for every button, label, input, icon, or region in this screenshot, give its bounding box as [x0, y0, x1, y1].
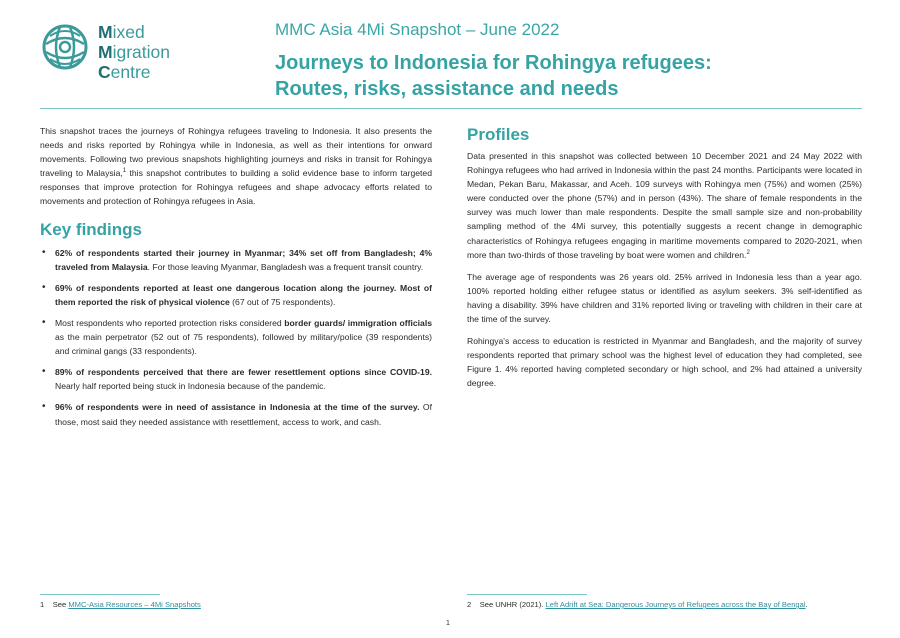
list-item: • Most respondents who reported protection risks considered border guards/ immigration officials as the main perpetrator (52 out of 75 respondents), followed by military/police (39 respondents) and criminal gangs (33 respondents).	[40, 316, 432, 358]
right-column	[467, 124, 862, 399]
left-column	[40, 124, 432, 436]
profiles-paragraph-1: Data presented in this snapshot was collected between 10 December 2021 and 24 May 2022 with Rohingya refugees who had arrived in Indonesia within the past 24 months. Participants were located in Medan, Pekan Baru, Makassar, and Aceh. 109 surveys with Rohingya men (75%) and women (25%) were conducted over the phone (57%) and in person (43%). The share of female respondents in the survey was much lower than male respondents. Despite the small sample size and non-probability sampling method of the 4Mi survey, this potentially suggests a recent change in demographic characteristics of Rohingya refugees engaging in maritime movements compared to 2020-2021, when more than two-thirds of those traveling by boat were women and children.$^2$	[467, 151, 862, 260]
intro-paragraph: This snapshot traces the journeys of Rohingya refugees traveling to Indonesia. It also presents the needs and risks reported by Rohingya while in Indonesia, as well as their intentions for onward movements. Following two previous snapshots highlighting journeys and risks in transit for Rohingya traveling to Malaysia,$^1$ this snapshot contributes to building a solid evidence base to inform targeted responses that improve protection for Rohingya refugees and shape advocacy efforts related to movements and protection of Rohingya refugees in Asia.	[40, 126, 432, 207]
header-divider	[40, 108, 862, 109]
mmc-globe-icon	[40, 22, 90, 72]
list-item: • 89% of respondents perceived that there are fewer resettlement options since COVID-19. Nearly half reported being stuck in Indonesia because of the pandemic.	[40, 365, 432, 393]
footnote-1: 1 See MMC-Asia Resources – 4Mi Snapshots	[40, 600, 201, 609]
footnote-2-link[interactable]: Left Adrift at Sea: Dangerous Journeys of Refugees across the Bay of Bengal	[545, 600, 806, 609]
profiles-heading: Profiles	[467, 125, 530, 144]
list-item: • 69% of respondents reported at least one dangerous location along the journey. Most of them reported the risk of physical violence (67 out of 75 respondents).	[40, 281, 432, 309]
list-item: • 96% of respondents were in need of assistance in Indonesia at the time of the survey. Of those, most said they needed assistance with resettlement, access to work, and cash.	[40, 400, 432, 428]
footnote-divider	[467, 594, 587, 595]
snapshot-title: MMC Asia 4Mi Snapshot – June 2022	[275, 20, 560, 39]
footnote-2: 2 See UNHR (2021). Left Adrift at Sea: Dangerous Journeys of Refugees across the Bay of Bengal.	[467, 600, 808, 609]
profiles-paragraph-3: Rohingya's access to education is restricted in Myanmar and Bangladesh, and the majority of survey respondents reported that primary school was the highest level of education they had completed, see Figure 1. 4% reported having completed secondary or high school, and 2% had attained a university degree.	[467, 336, 862, 389]
footnote-ref-1[interactable]: 1	[122, 168, 127, 175]
list-item: • 62% of respondents started their journey in Myanmar; 34% set off from Bangladesh; 4% traveled from Malaysia. For those leaving Myanmar, Bangladesh was a frequent transit country.	[40, 246, 432, 274]
page-number: 1	[446, 620, 450, 627]
footnote-1-link[interactable]: MMC-Asia Resources – 4Mi Snapshots	[68, 600, 201, 609]
footnote-ref-2[interactable]: 2	[746, 249, 750, 256]
logo-wordmark: Mixed Migration Centre	[98, 22, 170, 82]
key-findings-heading: Key findings	[40, 219, 143, 239]
mmc-logo	[40, 20, 230, 90]
profiles-paragraph-2: The average age of respondents was 26 years old. 25% arrived in Indonesia less than a year ago. 100% reported holding either refugee status or identified as asylum seekers. 3% self-identified as having a disability. 39% have children and 31% reported living or traveling with children in their care at the time of the survey.	[467, 271, 862, 325]
footnote-divider	[40, 594, 160, 595]
page-title: Journeys to Indonesia for Rohingya refugees: Routes, risks, assistance and needs	[275, 52, 712, 100]
key-findings-list	[40, 246, 432, 429]
